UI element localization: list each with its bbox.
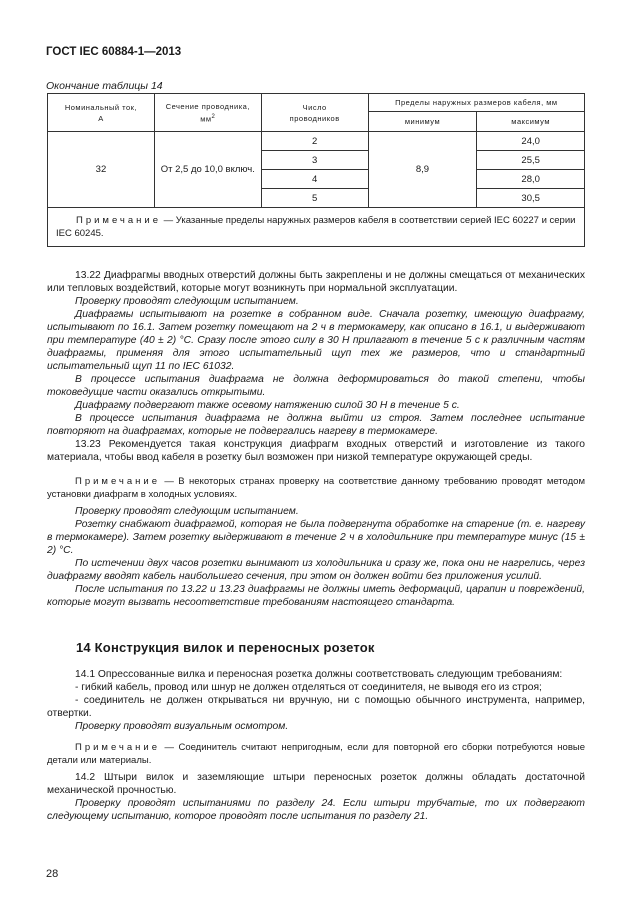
cable-dimensions-table — [47, 93, 585, 247]
paragraph: После испытания по 13.22 и 13.23 диафрагмы не должны иметь деформаций, царапин и повреждений, которые могут вызвать несоответствие требованиям настоящего стандарта. — [47, 584, 585, 608]
cell-conductors: 4 — [261, 170, 368, 189]
header-nominal-current: Номинальный ток, А — [48, 94, 155, 132]
cell-conductors: 2 — [261, 132, 368, 151]
header-conductors: Число проводников — [261, 94, 368, 132]
note-text: — Соединитель считают непригодным, если для повторной его сборки потребуются новые детали или материалы. — [47, 742, 585, 766]
note-13-23 — [47, 475, 585, 501]
list-item: - соединитель не должен открываться ни вручную, ни с помощью обычного инструмента, например, отвертки. — [47, 695, 585, 719]
cell-current: 32 — [48, 132, 155, 208]
section-14-2 — [47, 771, 585, 823]
paragraph: Розетку снабжают диафрагмой, которая не была подвергнута обработке на старение (т. е. нагреву в термокамере). Затем розетку выдерживают в течение 2 ч в холодильнике при температуре минус (15 ± 2) °С. — [47, 519, 585, 556]
cell-cross-section: От 2,5 до 10,0 включ. — [154, 132, 261, 208]
paragraph: Диафрагму подвергают также осевому натяжению силой 30 Н в течение 5 с. — [75, 400, 460, 411]
paragraph: 13.23 Рекомендуется такая конструкция диафрагм входных отверстий и изготовление из такого материала, чтобы ввод кабеля в розетку был возможен при низкой температуре окружающей среды. — [47, 439, 585, 463]
section-14-1 — [47, 668, 585, 733]
document-header: ГОСТ IEC 60884-1—2013 — [46, 46, 182, 58]
table-note-label: Примечание — [76, 215, 161, 226]
header-cable-limits: Пределы наружных размеров кабеля, мм — [368, 94, 584, 112]
paragraph: В процессе испытания диафрагма не должна деформироваться до такой степени, чтобы токоведущие части оказались открытыми. — [47, 374, 585, 398]
note-14-1 — [47, 741, 585, 767]
paragraph: Проверку проводят следующим испытанием. — [75, 506, 299, 517]
paragraph: 14.2 Штыри вилок и заземляющие штыри переносных розеток должны обладать достаточной механической прочностью. — [47, 772, 585, 796]
cell-max: 28,0 — [477, 170, 585, 189]
cell-conductors: 3 — [261, 151, 368, 170]
paragraph: 14.1 Опрессованные вилка и переносная розетка должны соответствовать следующим требованиям: — [75, 669, 563, 680]
list-item: - гибкий кабель, провод или шнур не должен отделяться от соединителя, не выводя его из строя; — [75, 682, 542, 693]
paragraph: Проверку проводят следующим испытанием. — [75, 296, 299, 307]
paragraph: По истечении двух часов розетки вынимают из холодильника и сразу же, пока они не нагрелись, через диафрагму вводят кабель наибольшего сечения, при этом он должен войти без приложения усилий. — [47, 558, 585, 582]
cell-min: 8,9 — [368, 132, 477, 208]
section-13-23 — [47, 505, 585, 609]
header-cross-section-text: Сечение проводника, мм — [165, 101, 250, 124]
note-label: Примечание — [75, 476, 160, 487]
paragraph: Диафрагмы испытывают на розетке в собранном виде. Сначала розетку, имеющую диафрагму, испытывают по 16.1. Затем розетку помещают на 2 ч в термокамеру, как описано в 16.1, и выдерживают при температуре (40 ± 2) °С. Сразу после этого силу в 30 Н прилагают в течение 5 с к различным частям диафрагмы, применяя для этого испытательный щуп тех же размеров, что и стандартный испытательный щуп 11 по IEC 61032. — [47, 309, 585, 372]
note-text: — В некоторых странах проверку на соответствие данному требованию проводят методом установки диафрагм в холодных условиях. — [47, 476, 585, 500]
section-heading: 14 Конструкция вилок и переносных розеток — [76, 640, 375, 655]
table-note-text: — Указанные пределы наружных размеров кабеля в соответствии серией IEC 60227 и серии IEC 60245. — [56, 215, 576, 239]
paragraph: Проверку проводят визуальным осмотром. — [75, 721, 289, 732]
table-note — [48, 208, 585, 247]
cell-max: 24,0 — [477, 132, 585, 151]
paragraph: В процессе испытания диафрагма не должна выйти из строя. Затем последнее испытание повторяют на диафрагмах, которые не подвергались нагреву в термокамере. — [47, 413, 585, 437]
header-min: минимум — [368, 112, 477, 132]
table-caption: Окончание таблицы 14 — [46, 80, 163, 92]
header-cross-section — [154, 94, 261, 132]
header-cross-section-sup: 2 — [211, 113, 216, 120]
cell-conductors: 5 — [261, 189, 368, 208]
cell-max: 30,5 — [477, 189, 585, 208]
paragraph: 13.22 Диафрагмы вводных отверстий должны быть закреплены и не должны смещаться от механических или тепловых воздействий, которые могут возникнуть при нормальной эксплуатации. — [47, 270, 585, 294]
header-max: максимум — [477, 112, 585, 132]
cell-max: 25,5 — [477, 151, 585, 170]
note-label: Примечание — [75, 742, 160, 753]
section-13-22 — [47, 269, 585, 464]
paragraph: Проверку проводят испытаниями по разделу 24. Если штыри трубчатые, то их подвергают следующему испытанию, которое проводят после испытания по разделу 21. — [47, 798, 585, 822]
page-number: 28 — [46, 868, 59, 880]
